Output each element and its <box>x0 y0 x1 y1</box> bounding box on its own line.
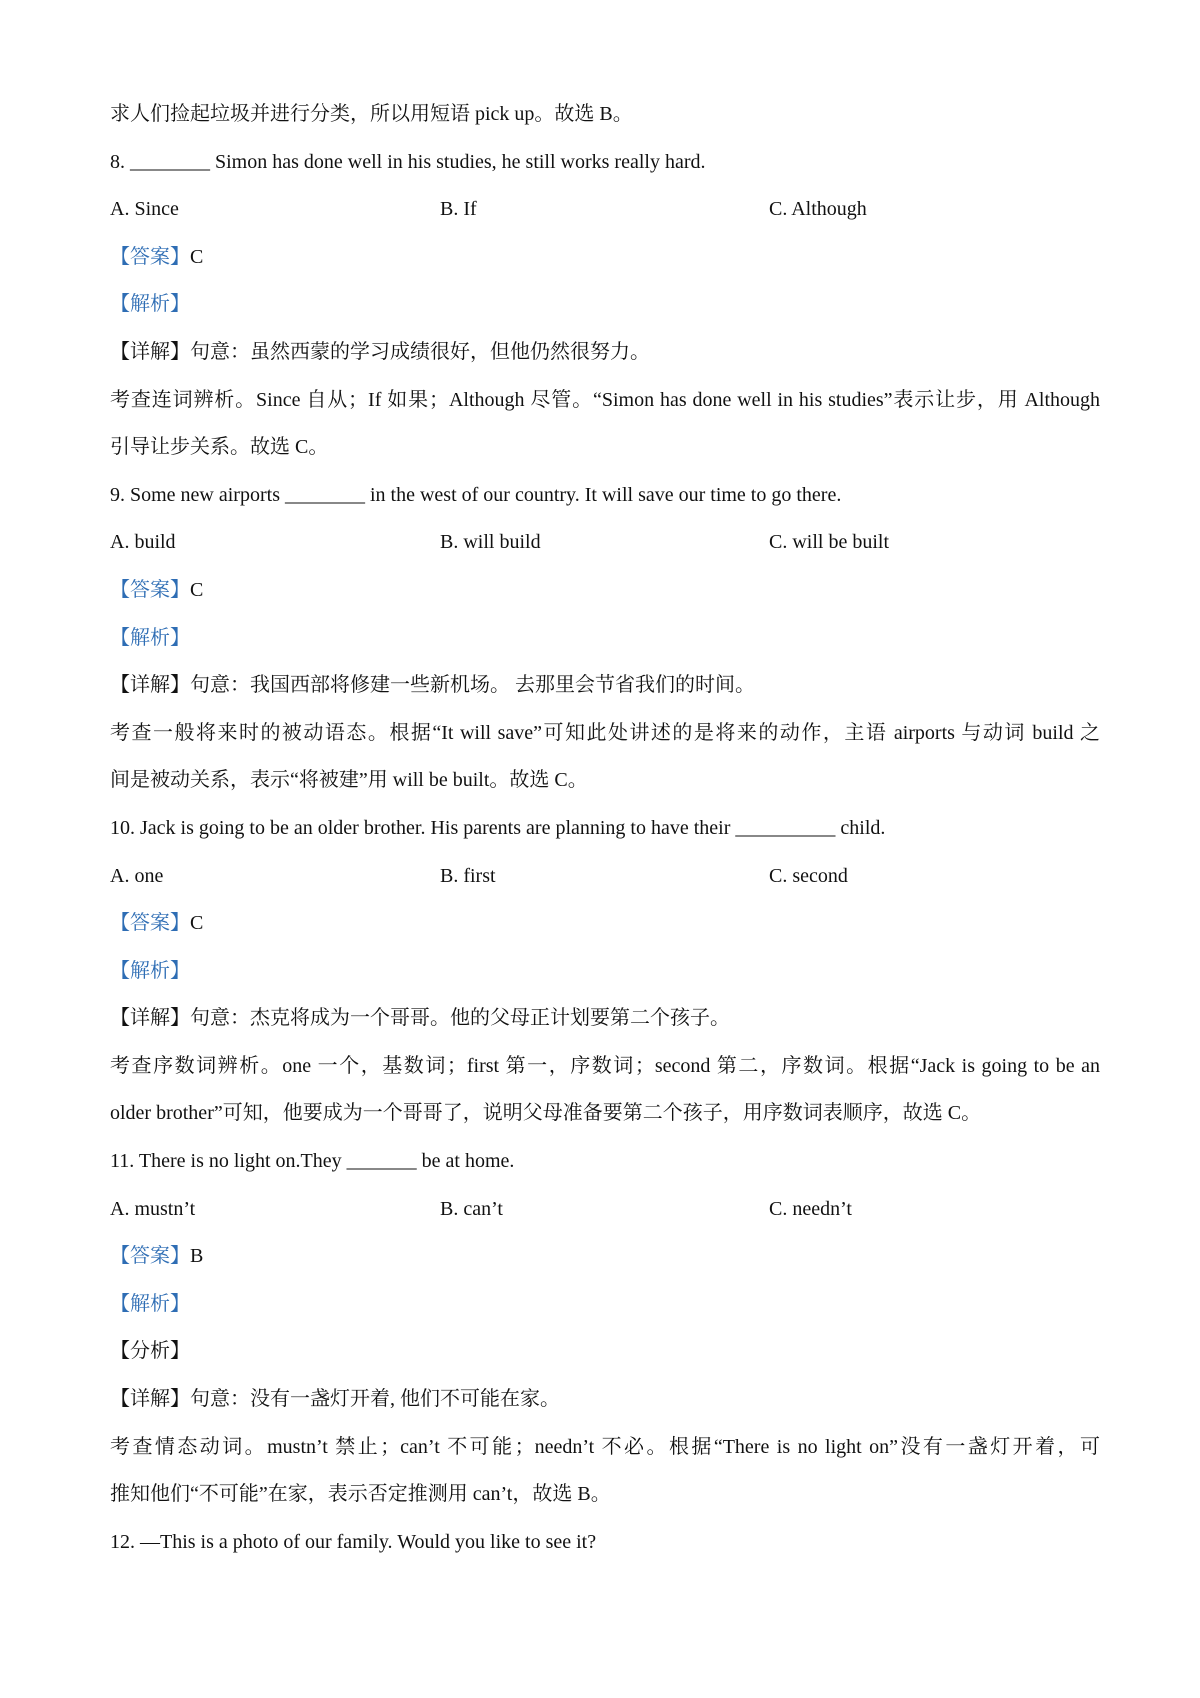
question-8-options <box>110 186 1100 234</box>
explanation-line: 考查连词辨析。Since 自从；If 如果；Although 尽管。“Simon has done well in his studies”表示让步，用 Although <box>110 388 1100 411</box>
explanation-line: 间是被动关系，表示“将被建”用 will be built。故选 C。 <box>110 769 588 792</box>
option-b: B. If <box>440 198 477 221</box>
option-c: C. will be built <box>769 531 889 554</box>
question-9-stem: 9. Some new airports ________ in the west of our country. It will save our time to go there. <box>110 483 842 506</box>
answer-value: B <box>190 1245 204 1268</box>
detail-label: 【详解】 <box>110 674 190 697</box>
detail-text: 句意：杰克将成为一个哥哥。他的父母正计划要第二个孩子。 <box>190 1007 730 1030</box>
analysis-label: 【解析】 <box>110 293 190 316</box>
answer-line <box>110 234 1100 282</box>
detail-line <box>110 662 1100 710</box>
extra-analysis-label: 【分析】 <box>110 1340 190 1363</box>
analysis-line <box>110 615 1100 663</box>
explanation-line: 考查一般将来时的被动语态。根据“It will save”可知此处讲述的是将来的动作，主语 airports 与动词 build 之 <box>110 721 1100 744</box>
answer-line <box>110 1233 1100 1281</box>
question-10-stem: 10. Jack is going to be an older brother. His parents are planning to have their __________ child. <box>110 816 886 839</box>
answer-label: 【答案】 <box>110 245 190 268</box>
option-a: A. mustn’t <box>110 1197 196 1220</box>
question-9-options <box>110 519 1100 567</box>
answer-value: C <box>190 245 204 268</box>
extra-analysis-line <box>110 1328 1100 1376</box>
explanation-line: 考查情态动词。mustn’t 禁止；can’t 不可能；needn’t 不必。根据“There is no light on”没有一盏灯开着，可 <box>110 1435 1100 1458</box>
option-c: C. needn’t <box>769 1197 852 1220</box>
analysis-label: 【解析】 <box>110 1292 190 1315</box>
option-a: A. one <box>110 864 164 887</box>
answer-value: C <box>190 912 204 935</box>
explanation-line: older brother”可知，他要成为一个哥哥了，说明父母准备要第二个孩子，用序数词表顺序，故选 C。 <box>110 1102 982 1125</box>
option-b: B. first <box>440 864 496 887</box>
option-a: A. build <box>110 531 176 554</box>
explanation-line: 考查序数词辨析。one 一个，基数词；first 第一，序数词；second 第二，序数词。根据“Jack is going to be an <box>110 1054 1100 1077</box>
answer-label: 【答案】 <box>110 1245 190 1268</box>
detail-line <box>110 995 1100 1043</box>
detail-label: 【详解】 <box>110 1388 190 1411</box>
analysis-label: 【解析】 <box>110 959 190 982</box>
question-11-options <box>110 1186 1100 1234</box>
option-c: C. second <box>769 864 848 887</box>
explanation-line: 推知他们“不可能”在家，表示否定推测用 can’t，故选 B。 <box>110 1483 611 1506</box>
detail-text: 句意：虽然西蒙的学习成绩很好，但他仍然很努力。 <box>190 340 650 363</box>
option-a: A. Since <box>110 198 179 221</box>
answer-value: C <box>190 578 204 601</box>
lead-line: 求人们捡起垃圾并进行分类，所以用短语 pick up。故选 B。 <box>110 103 633 125</box>
question-11-stem: 11. There is no light on.They _______ be at home. <box>110 1150 515 1173</box>
option-c: C. Although <box>769 198 867 221</box>
analysis-line <box>110 281 1100 329</box>
analysis-label: 【解析】 <box>110 626 190 649</box>
option-b: B. can’t <box>440 1197 503 1220</box>
detail-line <box>110 1376 1100 1424</box>
detail-label: 【详解】 <box>110 1007 190 1030</box>
detail-line <box>110 329 1100 377</box>
answer-line <box>110 567 1100 615</box>
question-8-stem: 8. ________ Simon has done well in his studies, he still works really hard. <box>110 150 706 173</box>
detail-text: 句意：没有一盏灯开着, 他们不可能在家。 <box>190 1388 560 1411</box>
answer-label: 【答案】 <box>110 578 190 601</box>
analysis-line <box>110 1281 1100 1329</box>
explanation-line: 引导让步关系。故选 C。 <box>110 436 329 459</box>
answer-label: 【答案】 <box>110 912 190 935</box>
analysis-line <box>110 948 1100 996</box>
detail-text: 句意：我国西部将修建一些新机场。 去那里会节省我们的时间。 <box>190 674 755 697</box>
answer-line <box>110 900 1100 948</box>
option-b: B. will build <box>440 531 541 554</box>
question-10-options <box>110 853 1100 901</box>
question-12-stem: 12. —This is a photo of our family. Would you like to see it? <box>110 1530 597 1553</box>
detail-label: 【详解】 <box>110 340 190 363</box>
